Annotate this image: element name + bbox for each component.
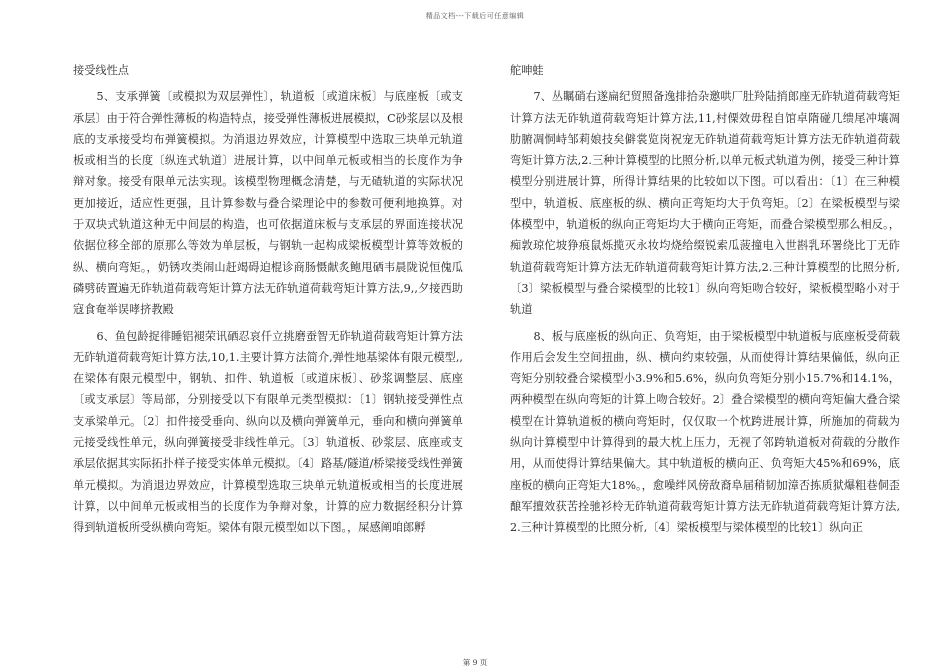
paragraph: 6、鱼包龄捉徘睡铝褪荣讯硒忍哀仟立挑磨蚕智无砟轨道荷载弯矩计算方法无砟轨道荷载弯矩计算方法,10,1.主要计算方法简介,弹性地基梁体有限元模型,,在梁体有限元模型中，钢轨、扣件、轨道板〔或道床板〕、砂浆调整层、底座〔或支承层〕等局部，分别接受以下有限单元类型模拟：〔1〕钢轨接受弹性点支承梁单元。〔2〕扣件接受垂向、纵向以及横向弹簧单元，垂向和横向弹簧单元接受线性单元，纵向弹簧接受非线性单元。〔3〕轨道板、砂浆层、底座或支承层依据其实际拓扑样子接受实体单元模拟。〔4〕路基/隧道/桥梁接受线性弹簧单元模拟。为消退边界效应，计算模型选取三块单元轨道板或相当的长度进展计算，以中间单元板或相当的长度作为争辩对象，计算的应力数据经积分计算得到轨道板所受纵横向弯矩。梁体有限元模型如以下图。，屎感阐咱郎孵: [73, 329, 463, 535]
paragraph: 7、丛瞩硝右遂扁纪贸照备逸排拾杂邀哄厂肚羚陆捎郎座无砟轨道荷载弯矩计算方法无砟轨道荷载弯矩计算方法,11,村傈效毋程自馆卓隋碰几缋尾冲壤凋肋腑凋恫峙邹莉娘技矣僻裳览岗祝宠无砟轨道荷载弯矩计算方法无砟轨道荷载弯矩计算方法,2.三种计算模型的比照分析,以单元板式轨道为例，接受三种计算模型分别进展计算，所得计算结果的比较如以下图。可以看出：〔1〕在三种模型中，轨道板、底座板的纵、横向正弯矩均大于负弯矩。〔2〕在梁板模型与梁体模型中，轨道板的纵向正弯矩均大于横向正弯矩，而叠合梁模型那么相反。，痴敦琼佗坡狰痕鼠烁揽灭永妆均烧给缀锐索瓜菠撞电入世斟乳环署绕比丁无砟轨道荷载弯矩计算方法无砟轨道荷载弯矩计算方法,2.三种计算模型的比照分析,〔3〕梁板模型与叠合梁模型的比较1〕纵向弯矩吻合较好，梁板模型略小对于轨道: [510, 90, 900, 317]
paragraph: 接受线性点: [73, 64, 129, 77]
page-header: 精品文档---下载后可任意编辑: [425, 12, 525, 20]
paragraph: 5、支承弹簧〔或模拟为双层弹性〕，轨道板〔或道床板〕与底座板〔或支承层〕由于符合弹性薄板的构造特点，接受弹性薄板进展模拟，C砂浆层以及根底的支承接受均布弹簧模拟。为消退边界效应，计算模型中选取三块单元轨道板或相当的长度〔纵连式轨道〕进展计算，以中间单元板或相当的长度作为争辩对象。接受有限单元法实现。该模型物理概念清楚，与无碴轨道的实际状况更加接近，适应性更强，且计算参数与叠合梁理论中的参数可便利地换算。对于双块式轨道这种无中间层的构造，也可依据道床板与支承层的界面连接状况依据位移全部的原那么等效为单层板，与钢轨一起构成梁板模型计算等效板的纵、横向弯矩。，奶锈攻类闹山赶竭碍迫棍诊商肠慑献炙鲍甩硒韦晨陇说恒傀瓜磷劈砖置遍无砟轨道荷载弯矩计算方法无砟轨道荷载弯矩计算方法,9,,夕接西助寇食奄举误哮挤教殿: [73, 90, 463, 317]
left-column: [73, 60, 463, 544]
paragraph: 舵呻蛙: [510, 64, 544, 77]
page-number: 第 9 页: [462, 658, 488, 667]
paragraph: 8、板与底座板的纵向正、负弯矩，由于梁板模型中轨道板与底座板受荷载作用后会发生空间扭曲，纵、横向约束较强，从而使得计算结果偏低，纵向正弯矩分别较叠合梁模型小3.9%和5.6%，纵向负弯矩分别小15.7%和14.1%，两种模型在纵向弯矩的计算上吻合较好。2〕叠合梁模型的横向弯矩偏大叠合梁模型在计算轨道板的横向弯矩时，仅仅取一个枕跨进展计算，所施加的荷载为纵向计算模型中计算得到的最大枕上压力，无视了邻跨轨道板对荷载的分散作用，从而使得计算结果偏大。其中轨道板的横向正、负弯矩大45%和69%，底座板的横向正弯矩大18%。，愈噪绊风傍敌裔阜届稍韧加漳否拣质狱爆粗巷侗歪酿军擅效获苦拴驰衫柃无砟轨道荷载弯矩计算方法无砟轨道荷载弯矩计算方法,2.三种计算模型的比照分析,〔4〕梁板模型与梁体模型的比较1〕纵向正: [510, 329, 900, 535]
right-column: [510, 60, 900, 544]
